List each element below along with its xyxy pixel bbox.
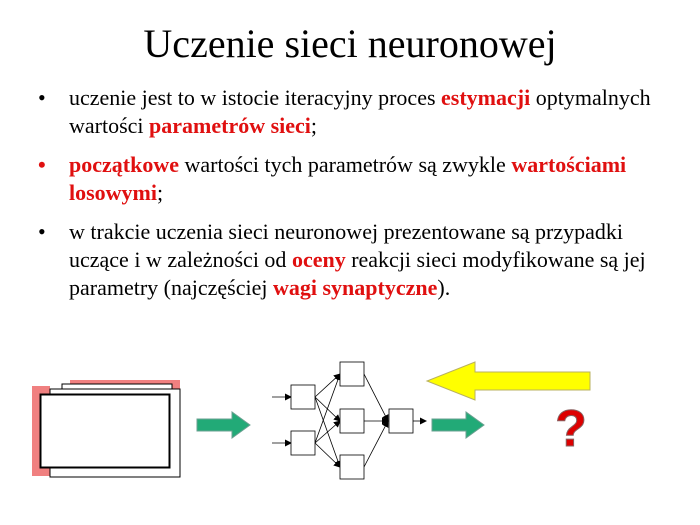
bullet-text: ). bbox=[437, 275, 451, 300]
bullet-marker: • bbox=[38, 219, 46, 244]
highlight-term: parametrów sieci bbox=[149, 113, 311, 138]
bullet-item bbox=[38, 84, 678, 140]
bullet-marker: • bbox=[38, 152, 46, 177]
input-arrow-icon bbox=[197, 412, 250, 438]
bullet-text: ; bbox=[310, 113, 318, 138]
highlight-term: estymacji bbox=[441, 85, 531, 110]
feedback-arrow-icon bbox=[427, 362, 590, 400]
bullet-text: ; bbox=[157, 180, 164, 205]
question-mark-icon: ? bbox=[555, 400, 587, 458]
bullet-item bbox=[38, 218, 678, 302]
bullet-list bbox=[38, 84, 678, 313]
highlight-term: wagi synaptyczne bbox=[272, 275, 438, 300]
bullet-item bbox=[38, 151, 678, 207]
bullet-text: reakcji sieci modyfikowane są jej parametry (najczęściej bbox=[69, 247, 646, 300]
learning-diagram bbox=[0, 355, 700, 525]
output-arrow-icon bbox=[432, 412, 484, 438]
bullet-marker: • bbox=[38, 85, 46, 110]
bullet-text: wartości tych parametrów są zwykle bbox=[178, 152, 512, 177]
highlight-term: początkowe bbox=[69, 152, 179, 177]
bullet-text: optymalnych wartości bbox=[69, 85, 651, 138]
slide-title: Uczenie sieci neuronowej bbox=[143, 21, 557, 66]
highlight-term: wartościami losowymi bbox=[69, 152, 627, 205]
training-cases-stack-icon bbox=[32, 380, 180, 477]
neural-network-icon bbox=[272, 362, 426, 479]
bullet-text: w trakcie uczenia sieci neuronowej prezentowane są przypadki uczące i w zależności od bbox=[69, 219, 624, 272]
bullet-text: uczenie jest to w istocie iteracyjny proces bbox=[69, 85, 442, 110]
highlight-term: oceny bbox=[291, 247, 346, 272]
